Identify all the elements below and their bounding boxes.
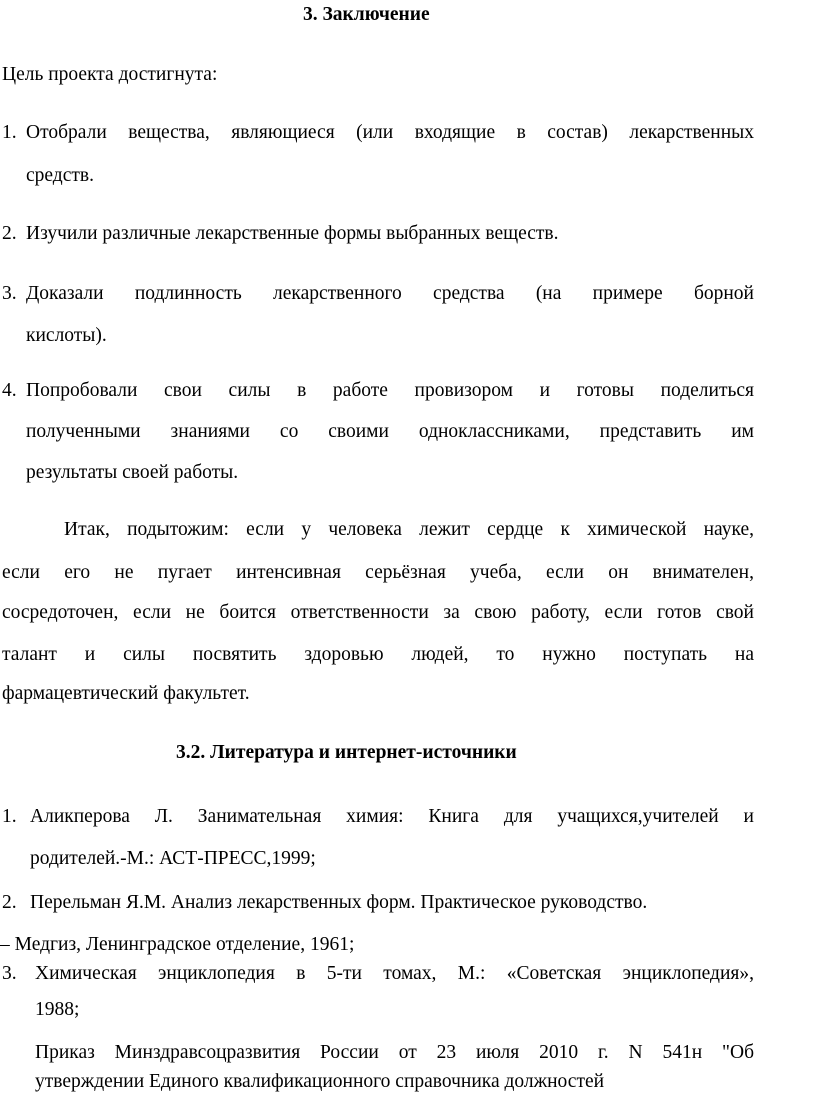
summary-line: если его не пугает интенсивная серьёзная учеба, если он внимателен, [2,562,754,583]
list-item-text: Доказали подлинность лекарственного средства (на примере борной [26,283,754,304]
reference-number: 2. [2,892,17,913]
summary-line: сосредоточен, если не боится ответственности за свою работу, если готов свой [2,602,754,623]
summary-line: Итак, подытожим: если у человека лежит сердце к химической науке, [64,519,754,540]
reference-text: Перельман Я.М. Анализ лекарственных форм. Практическое руководство. [30,892,648,913]
reference-text: Аликперова Л. Занимательная химия: Книга для учащихся,учителей и [30,806,754,827]
list-item-number: 1. [2,122,17,143]
reference-text: 1988; [35,999,80,1020]
list-item-number: 3. [2,283,17,304]
list-item-number: 2. [2,223,17,244]
order-text: Приказ Минздравсоцразвития России от 23 июля 2010 г. N 541н "Об [35,1042,754,1063]
list-item-text: Изучили различные лекарственные формы выбранных веществ. [26,223,559,244]
summary-line: фармацевтический факультет. [2,683,250,704]
intro-text: Цель проекта достигнута: [2,64,218,85]
references-title: 3.2. Литература и интернет-источники [176,742,517,763]
reference-number: 3. [2,963,17,984]
list-item-text: кислоты). [26,325,107,346]
section-title: 3. Заключение [303,4,430,25]
reference-number: 1. [2,806,17,827]
list-item-text: Попробовали свои силы в работе провизором и готовы поделиться [26,380,754,401]
order-text: утверждении Единого квалификационного справочника должностей [35,1071,605,1092]
list-item-text: полученными знаниями со своими одноклассниками, представить им [26,421,754,442]
list-item-text: Отобрали вещества, являющиеся (или входящие в состав) лекарственных [26,122,754,143]
reference-text: – Медгиз, Ленинградское отделение, 1961; [0,934,355,955]
reference-text: Химическая энциклопедия в 5-ти томах, М.: «Советская энциклопедия», [35,963,754,984]
list-item-number: 4. [2,380,17,401]
summary-line: талант и силы посвятить здоровью людей, то нужно поступать на [2,644,754,665]
list-item-text: результаты своей работы. [26,462,239,483]
list-item-text: средств. [26,165,94,186]
reference-text: родителей.-М.: АСТ-ПРЕСС,1999; [30,848,316,869]
